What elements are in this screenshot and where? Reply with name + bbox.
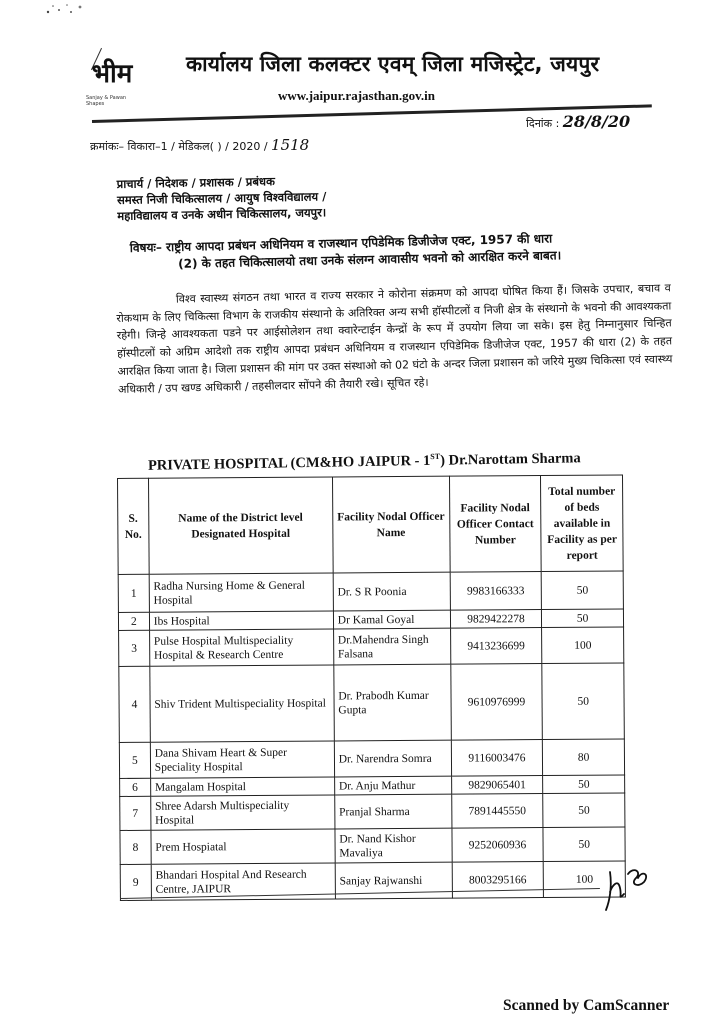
column-header-hospital: Name of the District level Designated Hospital [148,477,333,574]
contact-number: 9829422278 [450,610,542,629]
subject-line-1: राष्ट्रीय आपदा प्रबंधन अधिनियम व राजस्थान एपिडेमिक डिजीजेज एक्ट, 1957 की धारा [165,231,553,255]
bed-count: 50 [541,571,623,610]
bed-count: 50 [543,775,625,794]
table-row: 2 Ibs Hospital Dr Kamal Goyal 9829422278 50 [118,609,623,631]
officer-name: Dr. S R Poonia [333,572,450,611]
addressee-line: प्राचार्य / निदेशक / प्रशासक / प्रबंधक [116,174,276,192]
table-row: 4 Shiv Trident Multispeciality Hospital Dr. Prabodh Kumar Gupta 9610976999 50 [119,663,625,743]
table-row: 8 Prem Hospiatal Dr. Nand Kishor Mavaliya 9252060936 50 [120,827,625,865]
column-header-beds: Total number of beds available in Facility as per report [541,475,623,572]
bed-count: 50 [542,609,624,628]
contact-number: 9252060936 [451,828,543,863]
table-header-row [118,475,624,575]
addressee-line: महाविद्यालय व उनके अधीन चिकित्सालय, जयपुर। [117,205,327,223]
column-header-sno: S. No. [118,478,149,574]
hospital-name: Prem Hospiatal [151,829,335,864]
contact-number: 9413236699 [450,628,542,665]
subject-label: विषयः– [129,240,163,256]
bed-count: 100 [542,627,624,664]
table-row: 5 Dana Shivam Heart & Super Speciality Hospital Dr. Narendra Somra 9116003476 80 [119,739,624,779]
bed-count: 50 [543,793,625,828]
hospital-name: Dana Shivam Heart & Super Speciality Hospital [150,741,334,778]
officer-name: Dr. Nand Kishor Mavaliya [335,828,452,863]
date-label: दिनांक : [526,117,560,130]
body-text: विश्व स्वास्थ्य संगठन तथा भारत व राज्य सरकार ने कोरोना संक्रमण को आपदा घोषित किया हैं। जिसके उपचार, बचाव व रोकथाम के लिए चिकित्सा विभाग के राजकीय संस्थानो के अतिरिक्त अन्य सभी हॉस्पीटलों व निजी क्षेत्र के संस्थानो के भवनो की आवश्यकता रहेगी। जिन्हे आवश्यकता पडने पर आईसोलेशन तथा क्वारेन्टाईन केन्द्रों के रूप में उपयोग लिया जा सके। इस हेतु निम्नानुसार चिन्हित हॉस्पीटलों को अग्रिम आदेशो तक राष्ट्रीय आपदा प्रबंधन अधिनियम व राजस्थान एपिडेमिक डिजीजेज एक्ट, 1957 की धारा (2) के तहत आरक्षित किया जाता है। जिला प्रशासन की मांग पर उक्त संस्थाओ को 02 घंटो के अन्दर जिला प्रशासन को जरिये मुख्य चिकित्सा एवं स्वास्थ्य अधिकारी / उप खण्ड अधिकारी / तहसीलदार सोंपने की तैयारी रखे। सूचित रहे। [116,281,673,396]
handwritten-reference-number: 1518 [271,136,310,154]
contact-number: 9983166333 [450,572,542,611]
bhim-logo-icon: भीम [91,59,133,89]
handwritten-date: 28/8/20 [562,112,631,131]
hospital-name: Ibs Hospital [149,611,333,630]
table-row: 7 Shree Adarsh Multispeciality Hospital Pranjal Sharma 7891445550 50 [120,793,625,831]
officer-name: Dr. Prabodh Kumar Gupta [334,664,451,741]
hospital-name: Shiv Trident Multispeciality Hospital [150,665,335,742]
hospital-table [117,474,626,901]
body-paragraph [116,279,673,398]
contact-number: 7891445550 [451,794,543,829]
column-header-contact: Facility Nodal Officer Contact Number [449,476,541,573]
contact-number: 9116003476 [451,740,543,777]
officer-name: Dr Kamal Goyal [333,610,450,629]
bed-count: 50 [543,827,625,862]
table-row: 3 Pulse Hospital Multispeciality Hospital & Research Centre Dr.Mahendra Singh Falsana 9413236699 100 [119,627,624,667]
signature-icon [598,864,668,914]
hospital-name: Radha Nursing Home & General Hospital [149,573,333,612]
date-line [526,112,630,131]
contact-number: 9829065401 [451,776,543,795]
bed-count: 100 [544,861,626,898]
officer-name: Dr. Anju Mathur [334,776,451,795]
hospital-table-container [117,474,626,901]
camscanner-watermark: Scanned by CamScanner [503,997,670,1014]
officer-name: Sanjay Rajwanshi [335,862,452,899]
officer-name: Dr. Narendra Somra [334,740,451,777]
bed-count: 50 [542,663,624,740]
officer-name: Dr.Mahendra Singh Falsana [333,628,450,665]
subject-line-2: (2) के तहत चिकित्सालयो तथा उनके संलग्न आवासीय भवनो को आरक्षित करने बाबत। [178,248,562,271]
logo-tagline: Sanjay & Pawan Shapes [86,95,127,107]
addressee-line: समस्त निजी चिकित्सालय / आयुष विश्वविद्यालय / [116,189,327,207]
reference-label: क्रमांकः– विकारा–1 / मेडिकल( ) / 2020 / [90,140,268,153]
reference-number [90,136,309,154]
contact-number: 9610976999 [450,664,542,741]
hospital-name: Bhandari Hospital And Research Centre, JAIPUR [151,863,335,900]
officer-name: Pranjal Sharma [334,794,451,829]
bhim-logo [82,45,142,107]
contact-number: 8003295166 [452,862,544,899]
table-row: 9 Bhandari Hospital And Research Centre, JAIPUR Sanjay Rajwanshi 8003295166 100 [120,861,625,901]
hospital-name: Shree Adarsh Multispeciality Hospital [150,795,334,830]
table-row: 6 Mangalam Hospital Dr. Anju Mathur 9829065401 50 [120,775,625,797]
table-title: PRIVATE HOSPITAL (CM&HO JAIPUR - 1ST) Dr.Narottam Sharma [147,450,581,474]
hospital-name: Pulse Hospital Multispeciality Hospital & Research Centre [149,629,333,666]
addressee-block [117,172,327,224]
bed-count: 80 [543,739,625,776]
office-title: कार्यालय जिला कलक्टर एवम् जिला मजिस्ट्रेट, जयपुर [186,52,600,76]
table-row: 1 Radha Nursing Home & General Hospital Dr. S R Poonia 9983166333 50 [118,571,623,613]
column-header-officer-name: Facility Nodal Officer Name [332,476,449,573]
scan-noise-specks [45,2,85,18]
subject-block [130,228,651,274]
website-link[interactable]: www.jaipur.rajasthan.gov.in [278,88,435,103]
hospital-name: Mangalam Hospital [150,777,334,796]
